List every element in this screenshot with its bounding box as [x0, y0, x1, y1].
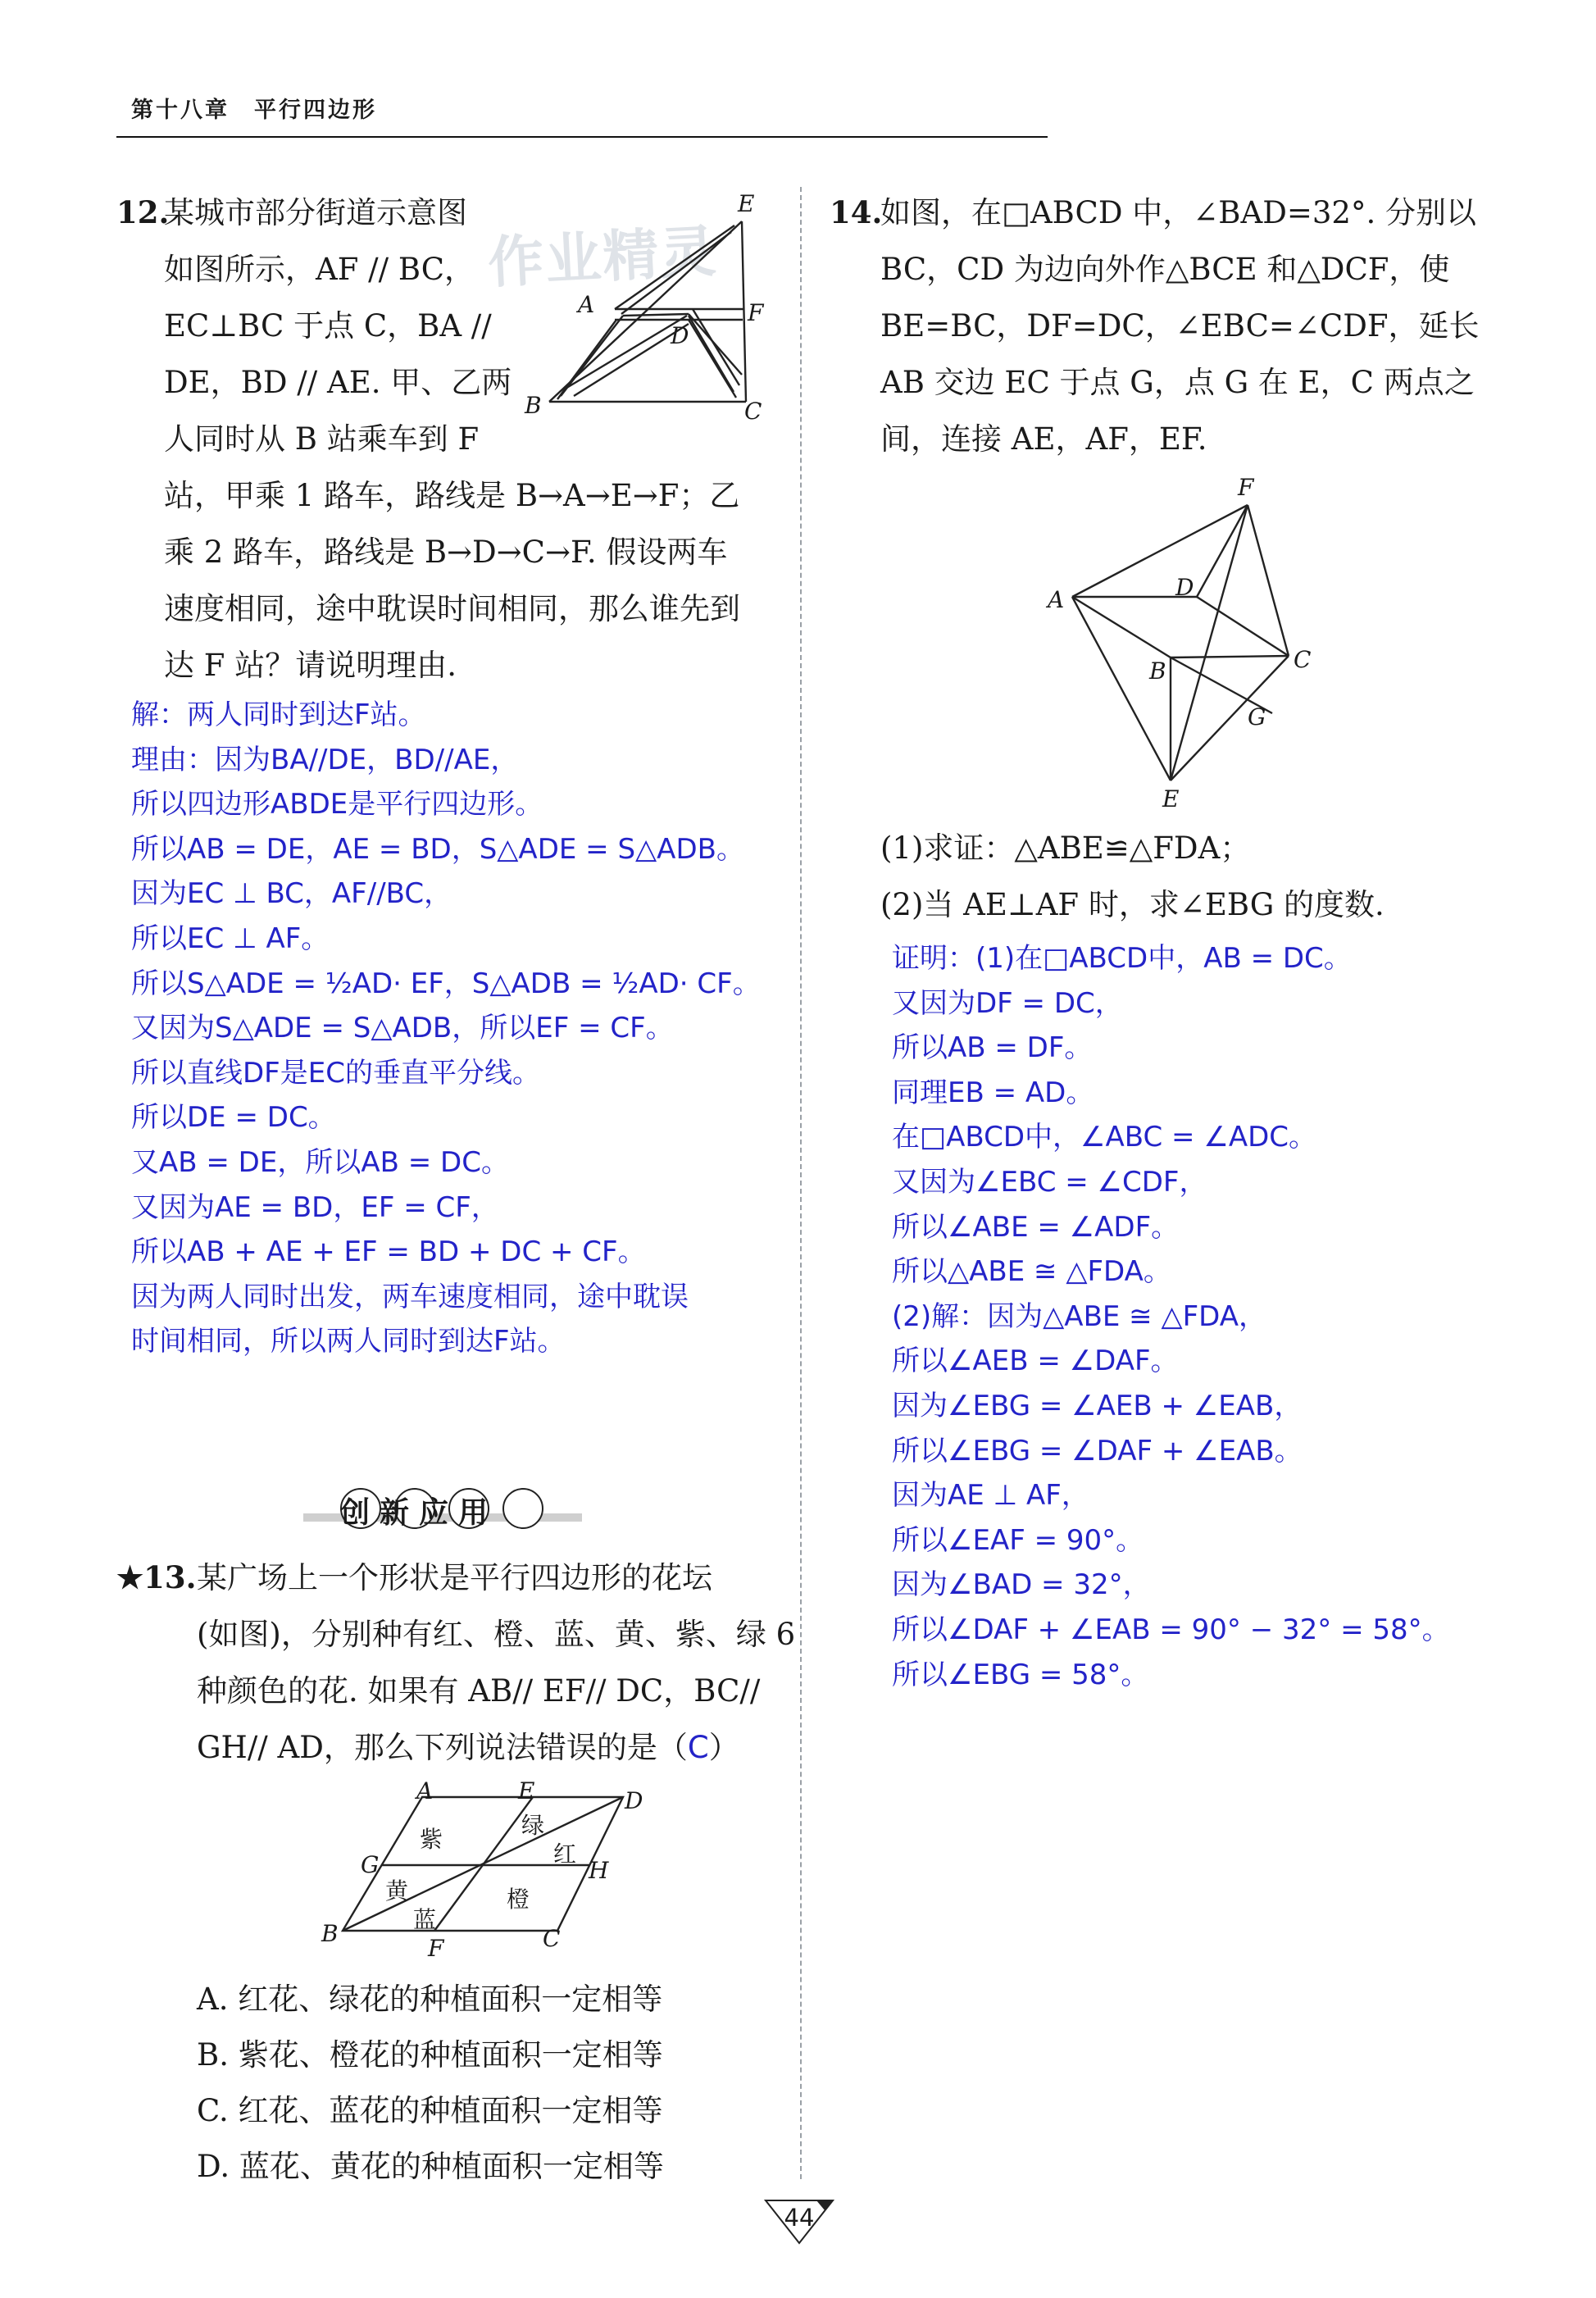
- solution-line: 因为两人同时出发，两车速度相同，途中耽误: [131, 1280, 689, 1313]
- q12-number: 12.: [116, 194, 170, 230]
- solution-line: 所以∠EBG = 58°。: [892, 1658, 1149, 1691]
- solution-line: 同理EB = AD。: [892, 1076, 1094, 1109]
- q14-label-G: G: [1248, 703, 1266, 730]
- solution-line: 理由：因为BA//DE，BD//AE，: [131, 743, 519, 776]
- q13-answer: C: [687, 1730, 709, 1765]
- q13-region-purple: 紫: [420, 1826, 443, 1853]
- q13-options: [197, 1972, 664, 2195]
- q13-region-blue: 蓝: [413, 1906, 437, 1933]
- solution-line: 所以∠AEB = ∠DAF。: [892, 1345, 1179, 1378]
- q14-label-A: A: [1048, 586, 1065, 613]
- solution-line: 解：两人同时到达F站。: [131, 699, 426, 731]
- q12-label-A: A: [578, 291, 595, 318]
- q12-line: 某城市部分街道示意图: [164, 195, 467, 230]
- solution-line: 所以∠DAF + ∠EAB = 90° − 32° = 58°。: [892, 1613, 1450, 1646]
- solution-line: 在□ABCD中，∠ABC = ∠ADC。: [892, 1121, 1317, 1154]
- q14-number: 14.: [830, 194, 883, 230]
- q13-label-F: F: [428, 1935, 444, 1962]
- q12-label-E: E: [738, 190, 755, 217]
- q12-line: 速度相同，途中耽误时间相同，那么谁先到: [164, 591, 740, 626]
- q13-region-red: 红: [553, 1841, 577, 1868]
- option-b: B. 紫花、橙花的种植面积一定相等: [197, 2037, 663, 2073]
- q14-label-B: B: [1149, 658, 1166, 685]
- solution-line: 所以AB + AE + EF = BD + DC + CF。: [131, 1235, 646, 1269]
- solution-line: 证明：(1)在□ABCD中，AB = DC。: [892, 942, 1352, 975]
- q12-label-C: C: [744, 398, 762, 425]
- solution-line: 因为∠BAD = 32°，: [892, 1568, 1151, 1602]
- solution-line: 又因为S△ADE = S△ADB，所以EF = CF。: [131, 1012, 674, 1045]
- solution-line: 所以∠EBG = ∠DAF + ∠EAB。: [892, 1434, 1303, 1468]
- q12-solution: [131, 693, 761, 1364]
- solution-line: 所以DE = DC。: [131, 1101, 336, 1135]
- q13-line: 种颜色的花. 如果有 AB// EF// DC，BC//: [197, 1673, 761, 1709]
- solution-line: 所以△ABE ≅ △FDA。: [892, 1255, 1171, 1289]
- q12-label-B: B: [525, 392, 542, 419]
- q14-line: AB 交边 EC 于点 G，点 G 在 E，C 两点之: [880, 365, 1475, 400]
- q13-line: (如图)，分别种有红、橙、蓝、黄、紫、绿 6: [197, 1617, 796, 1652]
- q13-region-orange: 橙: [507, 1886, 530, 1913]
- q13-region-green: 绿: [521, 1812, 545, 1839]
- q12-line: 人同时从 B 站乘车到 F: [164, 421, 480, 457]
- q14-label-F: F: [1238, 474, 1254, 501]
- option-d: D. 蓝花、黄花的种植面积一定相等: [197, 2149, 664, 2184]
- solution-line: 又因为AE = BD，EF = CF，: [131, 1190, 499, 1224]
- q12-label-F: F: [748, 299, 764, 326]
- solution-line: 所以AB = DE，AE = BD，S△ADE = S△ADB。: [131, 832, 744, 866]
- solution-line: 所以S△ADE = ½AD· EF，S△ADB = ½AD· CF。: [131, 967, 761, 1000]
- chapter-header: [131, 92, 377, 124]
- page-number: 44: [784, 2204, 815, 2232]
- solution-line: 所以∠ABE = ∠ADF。: [892, 1210, 1180, 1244]
- q13-label-H: H: [589, 1857, 609, 1884]
- solution-line: 因为EC ⊥ BC，AF//BC，: [131, 877, 452, 911]
- solution-line: 因为∠EBG = ∠AEB + ∠EAB，: [892, 1389, 1303, 1422]
- q13-label-B: B: [321, 1920, 339, 1947]
- q14-label-E: E: [1162, 785, 1180, 812]
- q13-label-E: E: [518, 1777, 535, 1804]
- solution-line: 又AB = DE，所以AB = DC。: [131, 1145, 509, 1179]
- solution-line: 所以四边形ABDE是平行四边形。: [131, 788, 543, 821]
- q13-text: [197, 1549, 795, 1776]
- solution-line: 所以∠EAF = 90°。: [892, 1523, 1144, 1557]
- q12-line: 站，甲乘 1 路车，路线是 B→A→E→F；乙: [164, 478, 740, 513]
- q13-region-yellow: 黄: [385, 1877, 409, 1904]
- solution-line: 因为AE ⊥ AF，: [892, 1479, 1089, 1513]
- solution-line: 所以EC ⊥ AF。: [131, 921, 330, 955]
- solution-line: 时间相同，所以两人同时到达F站。: [131, 1325, 566, 1358]
- q13-label-G: G: [361, 1851, 380, 1878]
- solution-line: 又因为∠EBC = ∠CDF，: [892, 1165, 1207, 1199]
- q14-label-C: C: [1294, 646, 1312, 673]
- q12-line: EC⊥BC 于点 C，BA //: [164, 308, 492, 344]
- solution-line: 所以AB = DF。: [892, 1031, 1093, 1065]
- q14-line: 如图，在□ABCD 中，∠BAD=32°. 分别以: [880, 195, 1476, 230]
- q14-label-D: D: [1175, 574, 1194, 601]
- solution-line: (2)解：因为△ABE ≅ △FDA，: [892, 1299, 1267, 1333]
- q12-street-figure: [525, 184, 771, 430]
- chapter-number: 第十八章: [131, 98, 230, 123]
- q14-part-2: (2)当 AE⊥AF 时，求∠EBG 的度数.: [880, 887, 1385, 922]
- q13-label-D: D: [625, 1787, 643, 1814]
- solution-line: 又因为DF = DC，: [892, 986, 1123, 1020]
- q12-line: 乘 2 路车，路线是 B→D→C→F. 假设两车: [164, 535, 728, 570]
- q14-geometry-figure: [1057, 476, 1336, 795]
- q12-line: DE，BD // AE. 甲、乙两: [164, 365, 512, 400]
- q12-line: 达 F 站？请说明理由.: [164, 648, 457, 683]
- q13-label-A: A: [416, 1777, 434, 1804]
- q12-line: 如图所示，AF // BC，: [164, 252, 475, 287]
- q13-label-C: C: [543, 1925, 561, 1952]
- q14-part-1: (1)求证：△ABE≌△FDA；: [880, 830, 1251, 866]
- q14-solution: [892, 936, 1450, 1697]
- solution-line: 所以直线DF是EC的垂直平分线。: [131, 1056, 540, 1090]
- chapter-title: 平行四边形: [254, 98, 377, 123]
- header-rule: [116, 136, 1048, 138]
- section-title: 创新应用: [340, 1496, 498, 1530]
- q13-line: 某广场上一个形状是平行四边形的花坛: [197, 1560, 712, 1595]
- option-a: A. 红花、绿花的种植面积一定相等: [197, 1982, 663, 2017]
- watermark: 作业精灵: [486, 219, 720, 297]
- q12-label-D: D: [671, 322, 689, 349]
- option-c: C. 红花、蓝花的种植面积一定相等: [197, 2093, 663, 2128]
- q14-parts: [880, 820, 1385, 933]
- q14-line: 间，连接 AE，AF，EF.: [880, 421, 1207, 457]
- q13-number: ★13.: [116, 1559, 197, 1595]
- q14-line: BE=BC，DF=DC，∠EBC=∠CDF，延长: [880, 308, 1480, 344]
- q13-line: GH// AD，那么下列说法错误的是（C）: [197, 1730, 739, 1765]
- column-divider: [800, 187, 802, 2179]
- q14-line: BC，CD 为边向外作△BCE 和△DCF，使: [880, 252, 1450, 287]
- q14-text: [880, 184, 1480, 467]
